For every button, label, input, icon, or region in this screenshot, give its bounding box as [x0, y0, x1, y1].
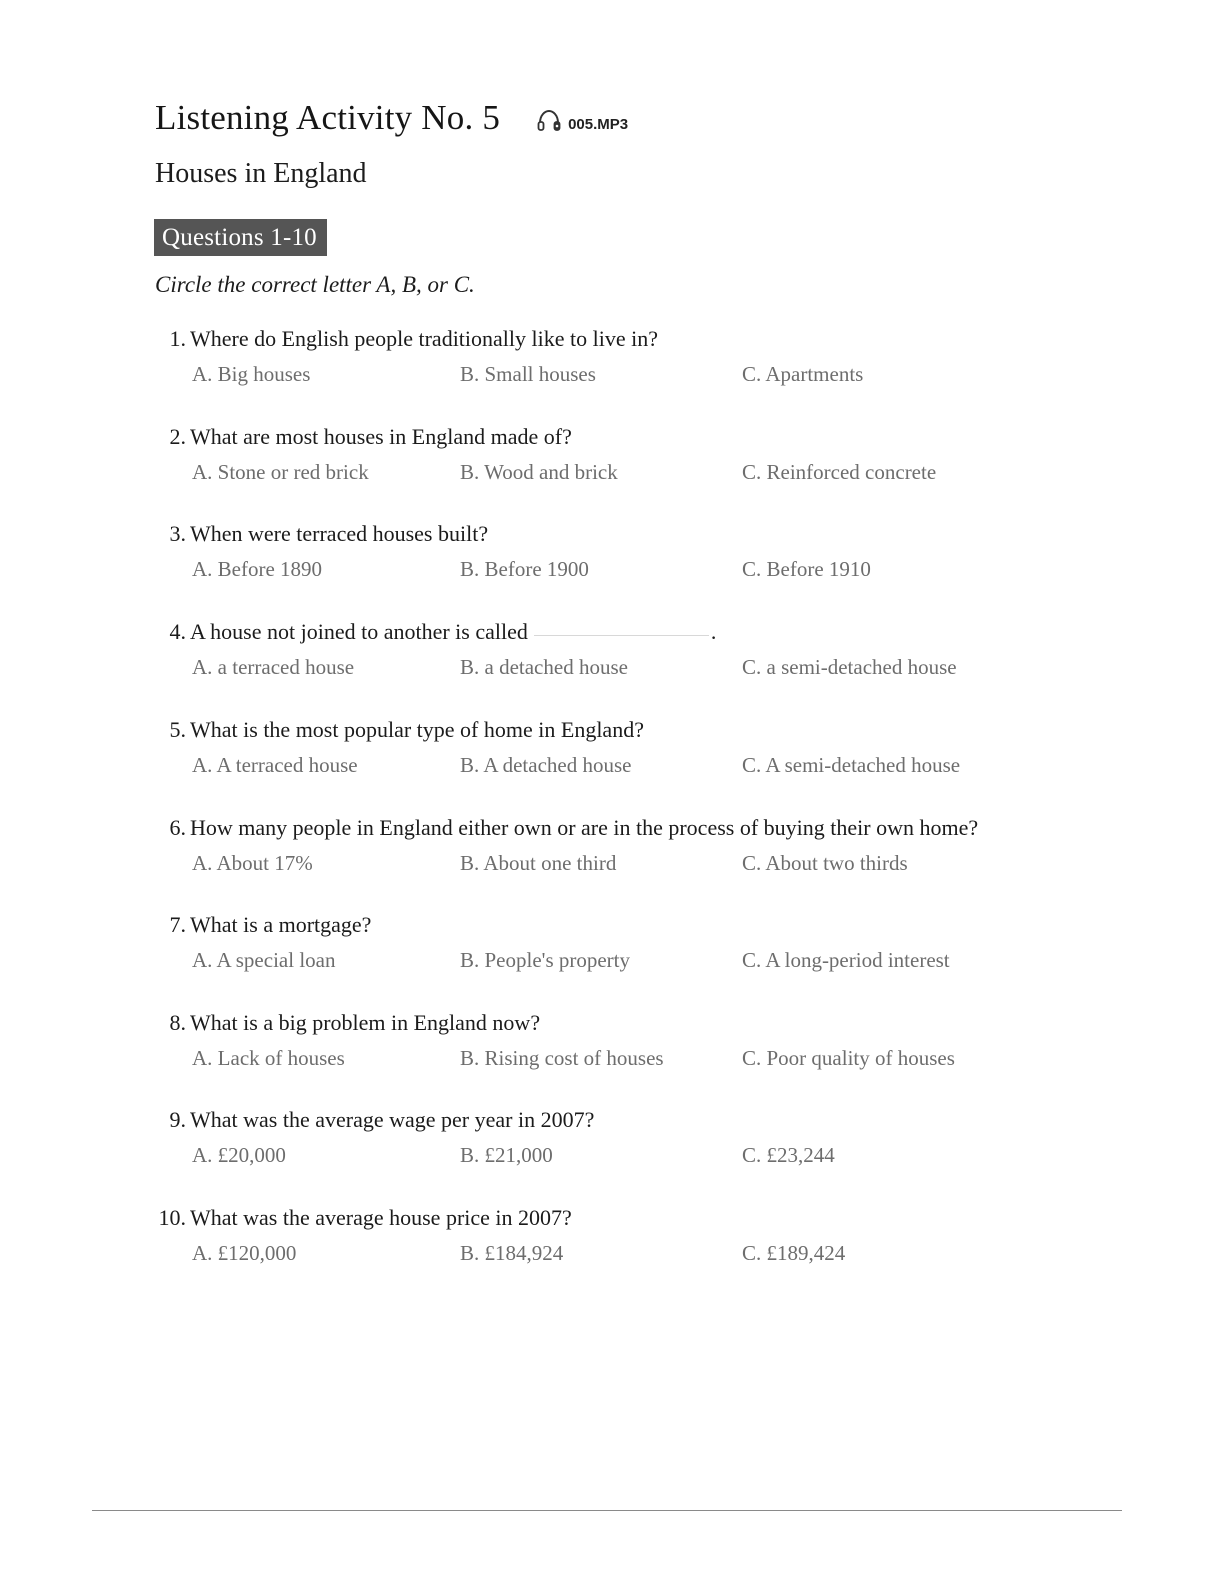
answer-options [150, 948, 1150, 978]
question-text-end: . [710, 619, 717, 644]
option-b[interactable]: B. Before 1900 [460, 557, 589, 581]
option-a[interactable]: A. Big houses [192, 362, 311, 386]
question-text: Where do English people traditionally like to live in? [190, 326, 658, 351]
answer-blank[interactable] [534, 619, 709, 636]
question-10 [150, 1205, 1150, 1271]
question-number: 1. [169, 326, 186, 351]
option-a[interactable]: A. Before 1890 [192, 557, 323, 581]
question-text: What was the average wage per year in 2007? [190, 1107, 595, 1132]
option-a[interactable]: A. £120,000 [192, 1241, 297, 1265]
option-a[interactable]: A. Stone or red brick [192, 460, 369, 484]
answer-options [150, 753, 1150, 783]
option-a[interactable]: A. Lack of houses [192, 1046, 345, 1070]
option-b[interactable]: B. A detached house [460, 753, 632, 777]
option-c[interactable]: C. a semi-detached house [742, 655, 957, 679]
option-b[interactable]: B. Small houses [460, 362, 596, 386]
question-text: What is a mortgage? [190, 912, 372, 937]
question-number: 10. [158, 1205, 186, 1230]
question-6 [150, 815, 1150, 881]
answer-options [150, 460, 1150, 490]
question-text: What is the most popular type of home in England? [190, 717, 644, 742]
question-9 [150, 1107, 1150, 1173]
question-text: What is a big problem in England now? [190, 1010, 541, 1035]
option-b[interactable]: B. a detached house [460, 655, 628, 679]
option-a[interactable]: A. A special loan [192, 948, 336, 972]
question-4 [150, 619, 1150, 685]
answer-options [150, 851, 1150, 881]
question-text: What was the average house price in 2007? [190, 1205, 572, 1230]
question-text: A house not joined to another is called [190, 619, 528, 644]
option-b[interactable]: B. Rising cost of houses [460, 1046, 664, 1070]
answer-options [150, 362, 1150, 392]
answer-options [150, 1143, 1150, 1173]
question-number: 7. [169, 912, 186, 937]
answer-options [150, 1241, 1150, 1271]
option-c[interactable]: C. A semi-detached house [742, 753, 961, 777]
section-badge: Questions 1-10 [154, 219, 327, 256]
audio-file-label: 005.MP3 [568, 115, 629, 133]
question-2 [150, 424, 1150, 490]
option-c[interactable]: C. Poor quality of houses [742, 1046, 955, 1070]
option-b[interactable]: B. £184,924 [460, 1241, 564, 1265]
option-a[interactable]: A. About 17% [192, 851, 313, 875]
question-3 [150, 521, 1150, 587]
option-a[interactable]: A. a terraced house [192, 655, 355, 679]
question-7 [150, 912, 1150, 978]
option-c[interactable]: C. About two thirds [742, 851, 908, 875]
question-1 [150, 326, 1150, 392]
option-a[interactable]: A. £20,000 [192, 1143, 286, 1167]
question-number: 2. [169, 424, 186, 449]
question-number: 4. [169, 619, 186, 644]
question-8 [150, 1010, 1150, 1076]
audio-track [536, 108, 628, 134]
question-number: 5. [169, 717, 186, 742]
option-b[interactable]: B. People's property [460, 948, 631, 972]
question-number: 3. [169, 521, 186, 546]
option-a[interactable]: A. A terraced house [192, 753, 358, 777]
footer-divider [92, 1510, 1122, 1511]
title-row [155, 98, 628, 138]
page-subtitle: Houses in England [155, 158, 367, 189]
option-c[interactable]: C. Apartments [742, 362, 864, 386]
question-number: 8. [169, 1010, 186, 1035]
question-number: 9. [169, 1107, 186, 1132]
page-title: Listening Activity No. 5 [155, 98, 501, 137]
answer-options [150, 655, 1150, 685]
headphones-icon [536, 108, 562, 134]
option-c[interactable]: C. Before 1910 [742, 557, 871, 581]
answer-options [150, 1046, 1150, 1076]
option-c[interactable]: C. £23,244 [742, 1143, 835, 1167]
instruction-text: Circle the correct letter A, B, or C. [155, 272, 475, 297]
option-b[interactable]: B. About one third [460, 851, 617, 875]
option-c[interactable]: C. Reinforced concrete [742, 460, 937, 484]
option-b[interactable]: B. Wood and brick [460, 460, 618, 484]
option-c[interactable]: C. A long-period interest [742, 948, 950, 972]
question-text: When were terraced houses built? [190, 521, 489, 546]
option-b[interactable]: B. £21,000 [460, 1143, 553, 1167]
answer-options [150, 557, 1150, 587]
question-number: 6. [169, 815, 186, 840]
question-text: How many people in England either own or are in the process of buying their own home? [190, 815, 979, 840]
question-5 [150, 717, 1150, 783]
question-text: What are most houses in England made of? [190, 424, 572, 449]
option-c[interactable]: C. £189,424 [742, 1241, 846, 1265]
